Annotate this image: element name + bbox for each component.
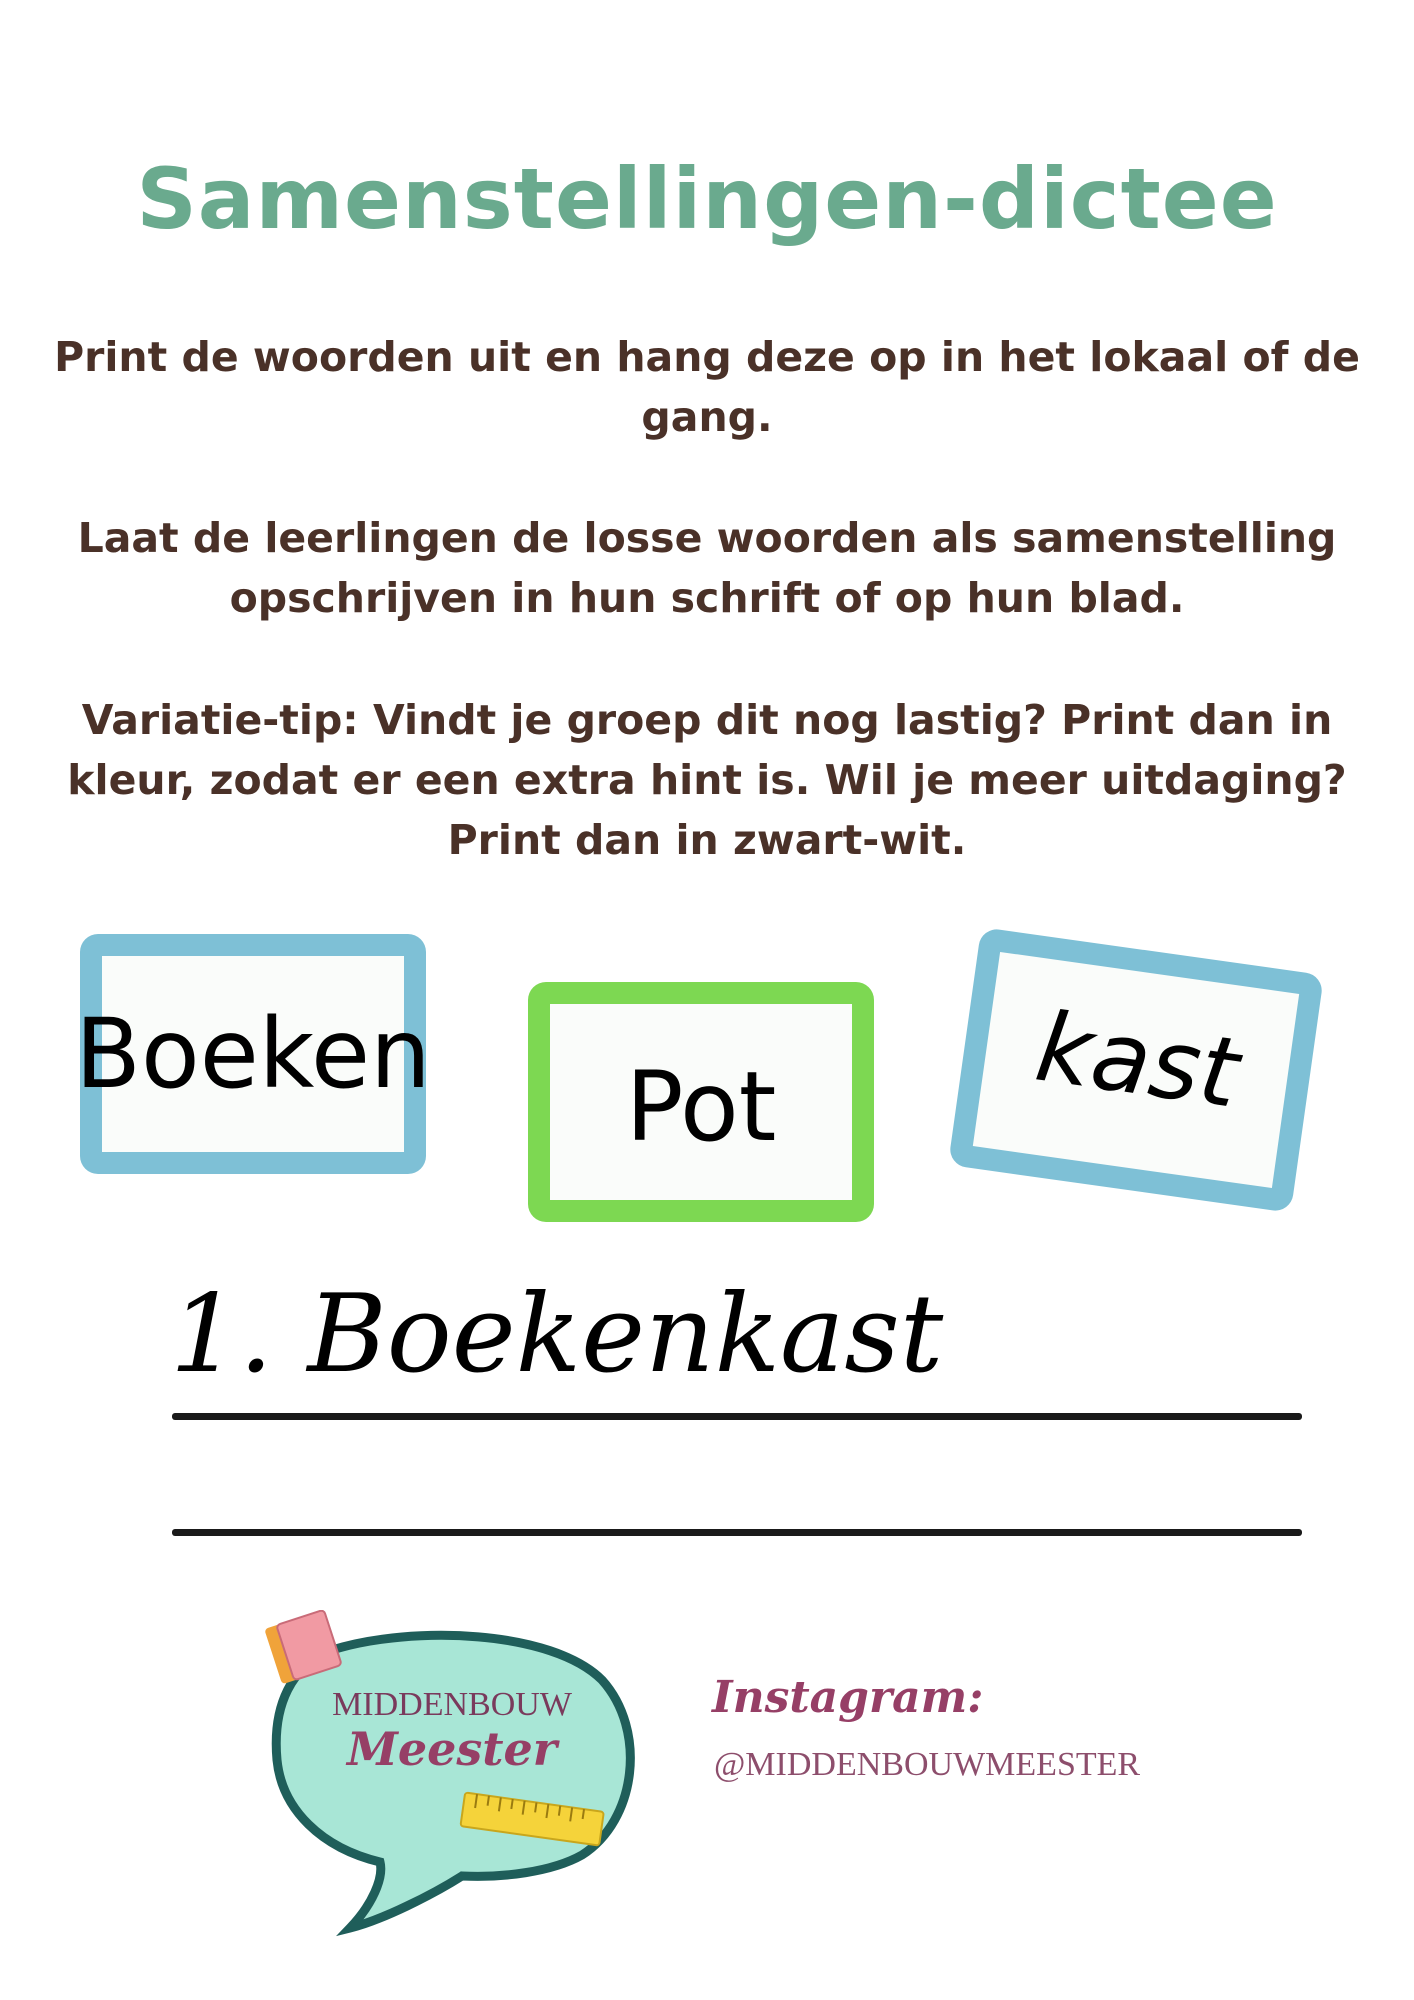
word-card-label: Pot <box>625 1051 777 1163</box>
instruction-write: Laat de leerlingen de losse woorden als samenstelling opschrijven in hun schrift of op hun blad. <box>77 514 1337 622</box>
example-answer: 1. Boekenkast <box>170 1272 944 1397</box>
word-card-pot <box>528 982 874 1222</box>
word-card-boeken <box>75 934 431 1174</box>
word-card-label: Boeken <box>75 998 431 1110</box>
logo-text-line1: MIDDENBOUW <box>332 1686 572 1723</box>
writing-line <box>172 1529 1302 1536</box>
middenbouw-meester-logo <box>262 1610 642 1940</box>
logo-text-line2: Meester <box>346 1722 558 1776</box>
instruction-variation-tip: Variatie-tip: Vindt je groep dit nog lastig? Print dan in kleur, zodat er een extra hint is. Wil je meer uitdaging? Print dan in zwart-wit. <box>67 696 1347 864</box>
speech-bubble-icon <box>276 1635 630 1928</box>
instagram-label: Instagram: <box>712 1672 984 1723</box>
instruction-print: Print de woorden uit en hang deze op in het lokaal of de gang. <box>54 333 1360 441</box>
instagram-handle[interactable]: @MIDDENBOUWMEESTER <box>714 1746 1141 1783</box>
word-card-label: kast <box>1029 990 1246 1130</box>
writing-line <box>172 1413 1302 1420</box>
page-title: Samenstellingen-dictee <box>136 150 1278 248</box>
word-card-kast <box>948 927 1324 1213</box>
